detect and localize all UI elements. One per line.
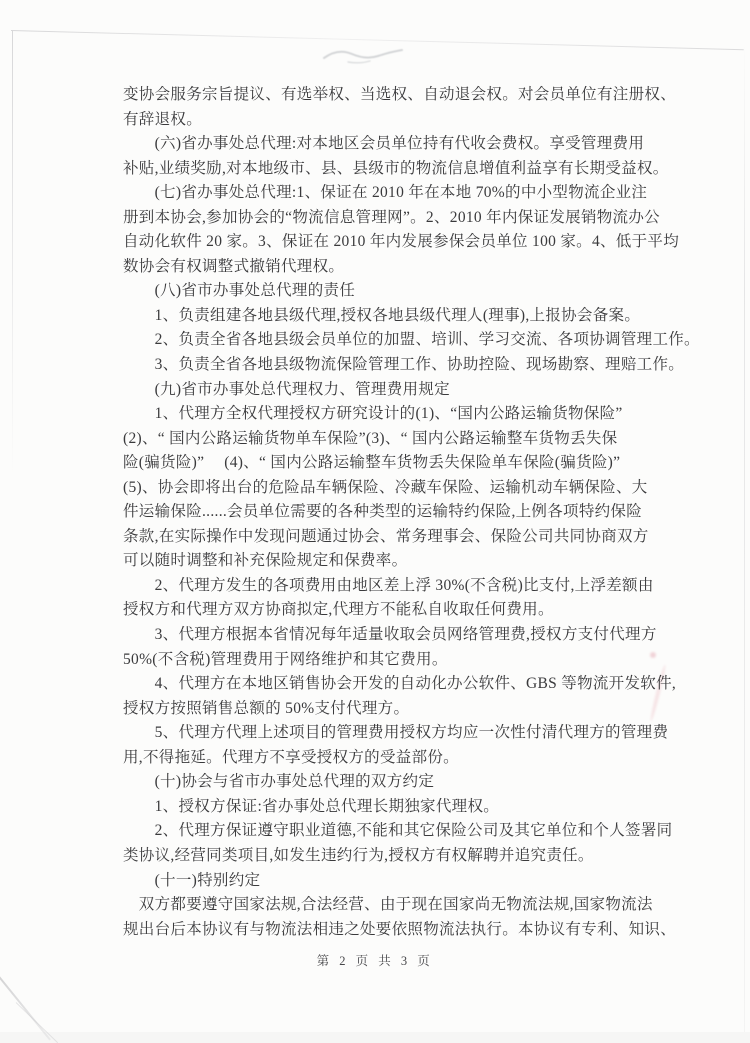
- text-line: (七)省办事处总代理:1、保证在 2010 年在本地 70%的中小型物流企业注: [123, 184, 648, 202]
- text-line: 4、代理方在本地区销售协会开发的自动化办公软件、GBS 等物流开发软件,: [123, 675, 677, 693]
- text-line: 2、负责全省各地县级会员单位的加盟、培训、学习交流、各项协调管理工作。: [123, 331, 700, 349]
- text-line: (六)省办事处总代理:对本地区会员单位持有代收会费权。享受管理费用: [123, 135, 645, 153]
- text-line: 50%(不含税)管理费用于网络维护和其它费用。: [123, 650, 448, 668]
- text-line: 1、代理方全权代理授权方研究设计的(1)、“国内公路运输货物保险”: [123, 405, 623, 423]
- text-line: 授权方按照销售总额的 50%支付代理方。: [123, 699, 410, 717]
- text-line: (十一)特别约定: [123, 871, 261, 889]
- text-line: 1、授权方保证:省办事处总代理长期独家代理权。: [123, 797, 500, 815]
- text-line: 规出台后本协议有与物流法相违之处要依照物流法执行。本协议有专利、知识、: [123, 920, 677, 938]
- text-line: (九)省市办事处总代理权力、管理费用规定: [123, 380, 450, 398]
- text-line: 有辞退权。: [123, 110, 203, 128]
- text-line: (2)、“ 国内公路运输货物单车保险”(3)、“ 国内公路运输整车货物丢失保: [123, 429, 618, 447]
- text-line: (十)协会与省市办事处总代理的双方约定: [123, 773, 435, 791]
- text-line: 数协会有权调整式撤销代理权。: [123, 257, 345, 275]
- paper-edge-left-line: [12, 31, 13, 476]
- text-line: 2、代理方保证遵守职业道德,不能和其它保险公司及其它单位和个人签署同: [123, 822, 673, 840]
- text-line: 补贴,业绩奖励,对本地级市、县、县级市的物流信息增值利益享有长期受益权。: [123, 159, 669, 177]
- text-line: 险(骗货险)” (4)、“ 国内公路运输整车货物丢失保险单车保险(骗货险)”: [123, 454, 621, 472]
- text-line: 册到本协会,参加协会的“物流信息管理网”。2、2010 年内保证发展销物流办公: [123, 208, 660, 226]
- text-line: 变协会服务宗旨提议、有选举权、当选权、自动退会权。对会员单位有注册权、: [123, 86, 677, 103]
- text-line: 3、负责全省各地县级物流保险管理工作、协助控险、现场勘察、理赔工作。: [123, 356, 685, 374]
- text-line: 自动化软件 20 家。3、保证在 2010 年内发展参保会员单位 100 家。4、低于平均: [123, 233, 680, 251]
- text-line: 授权方和代理方双方协商拟定,代理方不能私自收取任何费用。: [123, 601, 554, 619]
- text-line: (5)、协会即将出台的危险品车辆保险、冷藏车保险、运输机动车辆保险、大: [123, 478, 648, 496]
- document-body-text: [123, 83, 699, 942]
- text-line: (八)省市办事处总代理的责任: [123, 282, 356, 300]
- corner-crease-line: [16, 1002, 58, 1043]
- text-line: 5、代理方代理上述项目的管理费用授权方均应一次性付清代理方的管理费: [123, 724, 669, 742]
- page-footer: 第 2 页 共 3 页: [316, 954, 434, 968]
- text-line: 3、代理方根据本省情况每年适量收取会员网络管理费,授权方支付代理方: [123, 626, 657, 644]
- text-line: 件运输保险......会员单位需要的各种类型的运输特约保险,上例各项特约保险: [123, 503, 643, 521]
- text-line: 1、负责组建各地县级代理,授权各地县级代理人(理事),上报协会备案。: [123, 306, 641, 324]
- text-line: 双方都要遵守国家法规,合法经营、由于现在国家尚无物流法规,国家物流法: [123, 896, 653, 914]
- text-line: 2、代理方发生的各项费用由地区差上浮 30%(不含税)比支付,上浮差额由: [123, 576, 654, 594]
- paper-edge-right-line: [744, 40, 745, 1032]
- text-line: 用,不得拖延。代理方不享受授权方的受益部份。: [123, 748, 459, 766]
- text-line: 条款,在实际操作中发现问题通过协会、常务理事会、保险公司共同协商双方: [123, 527, 649, 545]
- text-line: 类协议,经营同类项目,如发生违约行为,授权方有权解聘并追究责任。: [123, 846, 594, 864]
- ink-smudge: [318, 40, 414, 70]
- text-line: 可以随时调整和补充保险规定和保费率。: [123, 552, 408, 570]
